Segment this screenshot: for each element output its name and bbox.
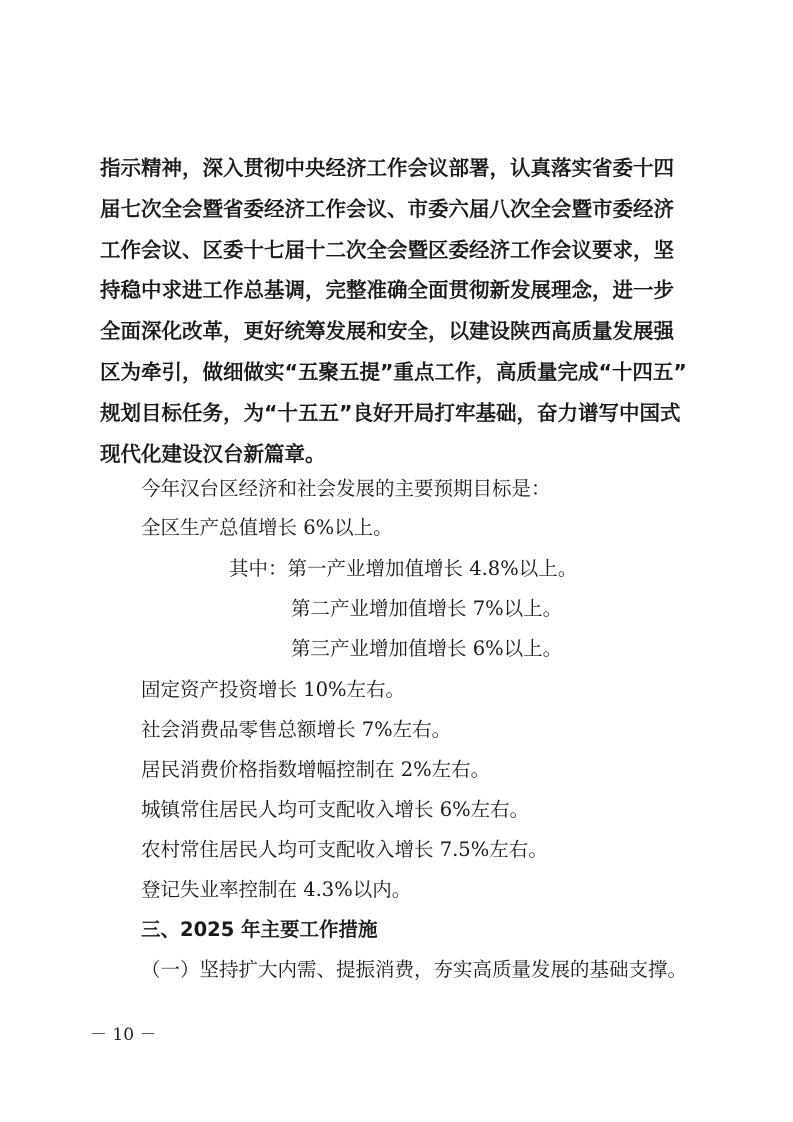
target-cpi: 居民消费价格指数增幅控制在 2%左右。 — [141, 758, 491, 781]
paragraph-line: 区为牵引，做细做实“五聚五提”重点工作，高质量完成“十四五” — [100, 359, 687, 384]
target-secondary-industry: 第二产业增加值增长 7%以上。 — [291, 597, 563, 620]
paragraph-line: 持稳中求进工作总基调，完整准确全面贯彻新发展理念，进一步 — [100, 278, 674, 303]
paragraph-line: 全面深化改革，更好统筹发展和安全，以建设陕西高质量发展强 — [100, 319, 674, 344]
target-tertiary-industry: 第三产业增加值增长 6%以上。 — [291, 637, 563, 660]
target-urban-income: 城镇常住居民人均可支配收入增长 6%左右。 — [141, 798, 530, 821]
paragraph-line: 工作会议、区委十七届十二次全会暨区委经济工作会议要求，坚 — [100, 237, 674, 262]
paragraph-line: 现代化建设汉台新篇章。 — [100, 441, 326, 466]
target-fixed-investment: 固定资产投资增长 10%左右。 — [141, 678, 406, 701]
paragraph-line: 届七次全会暨省委经济工作会议、市委六届八次全会暨市委经济 — [100, 196, 674, 221]
target-primary-industry: 其中：第一产业增加值增长 4.8%以上。 — [229, 557, 578, 580]
target-unemployment: 登记失业率控制在 4.3%以内。 — [141, 878, 412, 901]
subsection-heading: （一）坚持扩大内需、提振消费，夯实高质量发展的基础支撑。 — [141, 958, 688, 981]
target-rural-income: 农村常住居民人均可支配收入增长 7.5%左右。 — [141, 838, 548, 861]
target-retail-sales: 社会消费品零售总额增长 7%左右。 — [141, 718, 452, 741]
section-heading: 三、2025 年主要工作措施 — [141, 918, 378, 941]
paragraph-line: 规划目标任务，为“十五五”良好开局打牢基础，奋力谱写中国式 — [100, 400, 681, 425]
opening-paragraph — [100, 148, 700, 474]
target-gdp: 全区生产总值增长 6%以上。 — [141, 516, 393, 539]
targets-intro: 今年汉台区经济和社会发展的主要预期目标是： — [141, 477, 551, 500]
paragraph-line: 指示精神，深入贯彻中央经济工作会议部署，认真落实省委十四 — [100, 156, 674, 180]
page-number: － 10 － — [90, 1025, 157, 1045]
